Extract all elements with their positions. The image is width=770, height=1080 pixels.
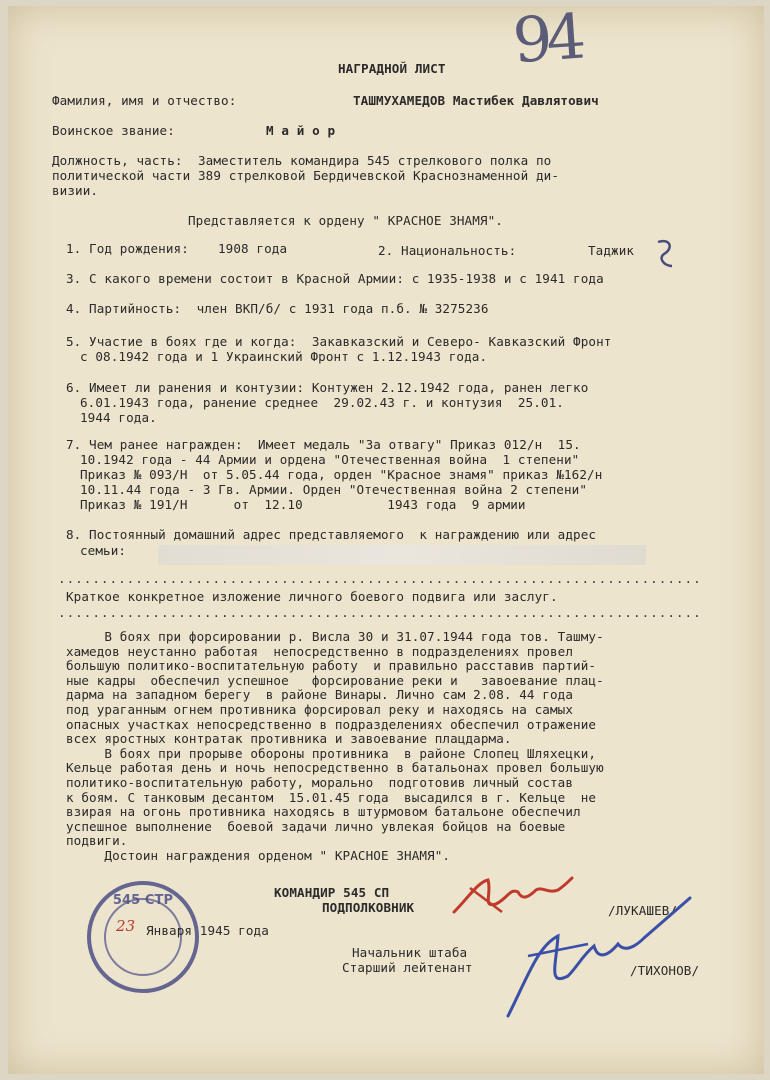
item-1-label: 1. Год рождения: (66, 241, 189, 256)
citation-line: Кельце работая день и ночь непосредственно в батальонах провел большую (66, 760, 604, 776)
citation-line: политико-воспитательную работу, морально подготовив личный состав (66, 775, 574, 790)
item-6-line-1: 6. Имеет ли ранения и контузии: Контужен 2.12.1942 года, ранен легко (66, 380, 589, 395)
item-3: 3. С какого времени состоит в Красной Армии: с 1935-1938 и с 1941 года (66, 271, 604, 286)
stamp-text: 545 СТР (112, 893, 174, 908)
item-5-line-1: 5. Участие в боях где и когда: Закавказский и Северо- Кавказский Фронт (66, 334, 612, 349)
handwritten-number: 94 (510, 0, 583, 78)
citation-line: успешное выполнение боевой задачи лично увлекая бойцов на боевые (66, 818, 566, 834)
date-day: 23 (116, 917, 136, 935)
item-7-line-5: Приказ № 191/Н от 12.10 1943 года 9 армии (80, 497, 526, 512)
rank-value: М а й о р (266, 123, 336, 138)
name-label: Фамилия, имя и отчество: (52, 93, 237, 108)
commander-rank: ПОДПОЛКОВНИК (322, 900, 415, 915)
citation-line: хамедов неустанно работая непосредственно в подразделениях провел (66, 643, 574, 659)
summary-heading: Краткое конкретное изложение личного боевого подвига или заслуг. (66, 589, 558, 604)
citation-line: подвиги. (66, 833, 128, 849)
name-value: ТАШМУХАМЕДОВ Мастибек Давлятович (353, 93, 599, 108)
position-line-1: Должность, часть: Заместитель командира 545 стрелкового полка по (52, 153, 552, 168)
position-line-3: визии. (52, 183, 99, 198)
item-7-line-1: 7. Чем ранее награжден: Имеет медаль "За отвагу" Приказ 012/н 15. (66, 437, 581, 452)
chief-rank: Старший лейтенант (342, 960, 473, 975)
award-sheet (8, 0, 764, 1074)
commander-name: /ЛУКАШЕВ/ (608, 903, 678, 918)
item-5-line-2: с 08.1942 года и 1 Украинский Фронт с 1.12.1943 года. (80, 349, 488, 364)
rank-label: Воинское звание: (52, 123, 175, 138)
chief-title: Начальник штаба (352, 945, 468, 960)
citation-line: ные кадры обеспечил успешное форсирование реки и завоевание плац- (66, 672, 604, 688)
position-line-2: политической части 389 стрелковой Бердичевской Краснознаменной ди- (52, 168, 560, 183)
item-6-line-3: 1944 года. (80, 410, 157, 425)
citation-line: взирая на огонь противника находясь в штурмовом батальоне обеспечил (66, 804, 581, 820)
item-7-line-4: 10.11.44 года - 3 Гв. Армии. Орден "Отечественная война 2 степени" (80, 482, 588, 497)
document-title: НАГРАДНОЙ ЛИСТ (338, 61, 446, 76)
citation-line: под ураганным огнем противника форсировал реку и находясь на самых (66, 702, 574, 717)
handwritten-mark (648, 236, 688, 276)
citation-line: В боях при форсировании р. Висла 30 и 31.07.1944 года тов. Ташму- (66, 629, 604, 644)
item-7-line-3: Приказ № 093/Н от 5.05.44 года, орден "Красное знамя" приказ №162/н (80, 467, 603, 482)
item-1-value: 1908 года (218, 241, 288, 256)
item-2-label: 2. Национальность: (378, 243, 517, 258)
commander-title: КОМАНДИР 545 СП (274, 885, 390, 900)
citation-line: всех яростных контратак противника и завоевание плацдарма. (66, 731, 512, 747)
item-7-line-2: 10.1942 года - 44 Армии и ордена "Отечественная война 1 степени" (80, 452, 580, 467)
item-6-line-2: 6.01.1943 года, ранение среднее 29.02.43 г. и контузия 25.01. (80, 395, 564, 410)
item-2-value: Таджик (588, 243, 635, 258)
item-4: 4. Партийность: член ВКП/б/ с 1931 года п.б. № 3275236 (66, 301, 489, 316)
item-8-line-1: 8. Постоянный домашний адрес представляемого к награждению или адрес (66, 527, 597, 542)
chief-signature (498, 886, 698, 1026)
chief-name: /ТИХОНОВ/ (630, 963, 700, 978)
date-text: Января 1945 года (146, 923, 269, 938)
citation-line: большую политико-воспитательную работу и правильно расставив партий- (66, 658, 597, 674)
citation-line: дарма на западном берегу в районе Винары. Лично сам 2.08. 44 года (66, 687, 574, 703)
citation-line: В боях при прорыве обороны противника в районе Слопец Шляхецки, (66, 745, 597, 761)
item-8-line-2: семьи: (80, 543, 127, 558)
dotted-divider-1: ........................................................................... (58, 571, 702, 586)
citation-line: Достоин награждения орденом " КРАСНОЕ ЗНАМЯ". (66, 848, 451, 863)
redacted-address (158, 545, 646, 565)
nomination: Представляется к ордену " КРАСНОЕ ЗНАМЯ". (188, 213, 503, 228)
dotted-divider-2: ........................................................................... (58, 605, 702, 620)
citation-line: к боям. С танковым десантом 15.01.45 года высадился в г. Кельце не (66, 789, 597, 805)
citation-line: опасных участках непосредственно в подразделениях обеспечил отражение (66, 716, 597, 732)
